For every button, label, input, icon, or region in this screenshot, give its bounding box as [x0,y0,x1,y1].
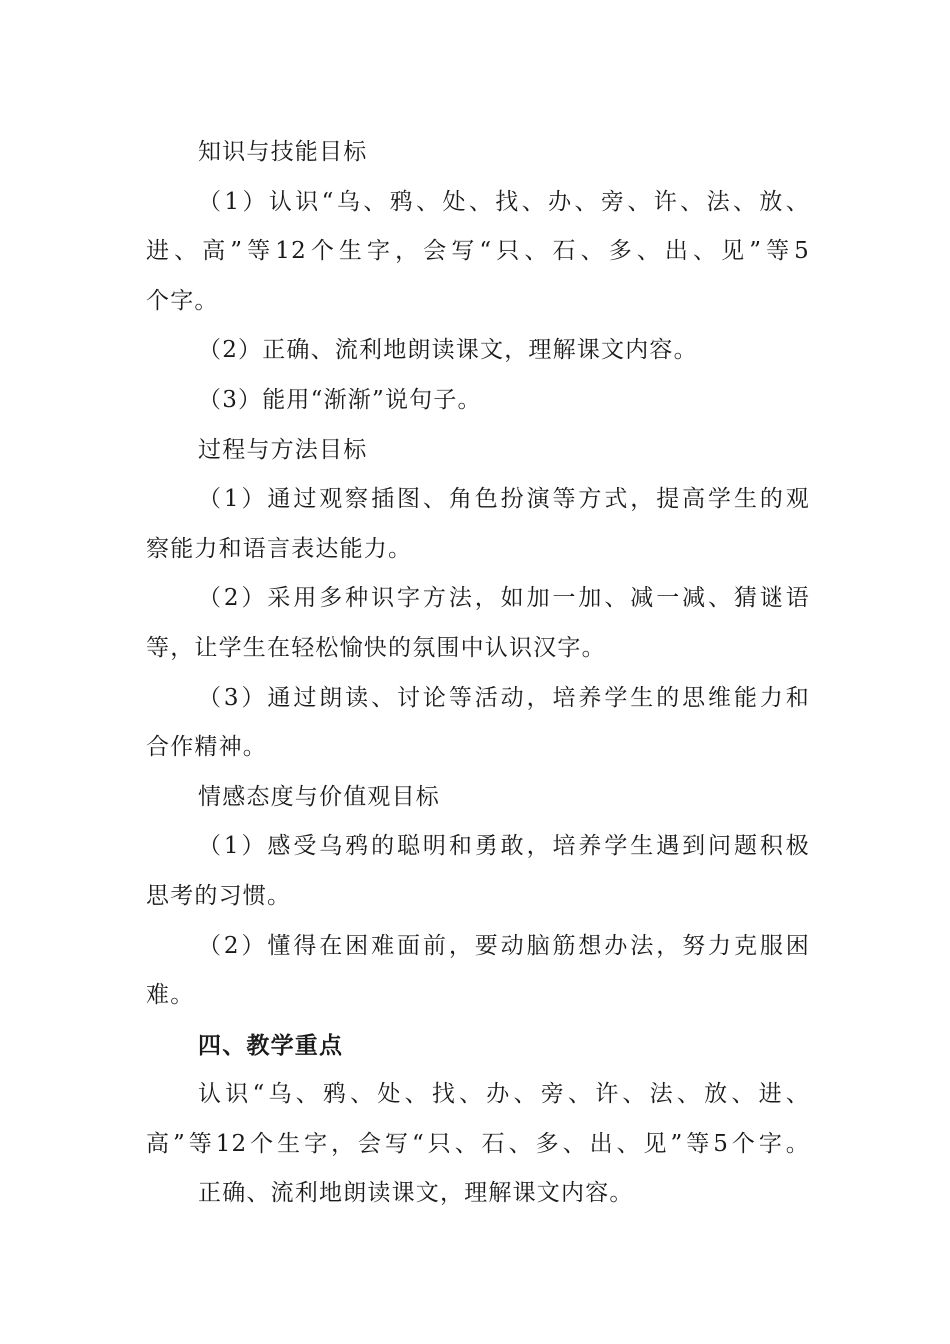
paragraph-line: 正确、流利地朗读课文，理解课文内容。 [198,1180,634,1207]
paragraph-line: 等，让学生在轻松愉快的氛围中认识汉字。 [146,634,606,661]
paragraph-line: （1）认识“乌、鸦、处、找、办、旁、许、法、放、 [198,188,810,215]
paragraph-line: 高”等12个生字，会写“只、石、多、出、见”等5个字。 [146,1130,810,1157]
paragraph-line: （2）正确、流利地朗读课文，理解课文内容。 [198,337,698,364]
paragraph-line: 进、高”等12个生字，会写“只、石、多、出、见”等5 [146,238,810,265]
paragraph-line: 难。 [146,982,195,1009]
paragraph-line: 合作精神。 [146,734,267,761]
paragraph-line: （1）感受乌鸦的聪明和勇敢，培养学生遇到问题积极 [198,833,810,860]
paragraph-line: 察能力和语言表达能力。 [146,535,413,562]
paragraph-line: 个字。 [146,287,219,314]
paragraph-line: （3）能用“渐渐”说句子。 [198,386,482,413]
paragraph-line: （2）懂得在困难面前，要动脑筋想办法，努力克服困 [198,932,810,959]
subheading-process-methods: 过程与方法目标 [198,436,368,463]
document-body [146,128,810,1219]
subheading-emotion-values: 情感态度与价值观目标 [198,783,440,810]
section-heading-teaching-focus: 四、教学重点 [198,1031,344,1059]
paragraph-line: （1）通过观察插图、角色扮演等方式，提高学生的观 [198,486,810,513]
paragraph-line: 认识“乌、鸦、处、找、办、旁、许、法、放、进、 [198,1081,810,1108]
paragraph-line: （3）通过朗读、讨论等活动，培养学生的思维能力和 [198,684,810,711]
subheading-knowledge-skills: 知识与技能目标 [198,139,368,165]
paragraph-line: （2）采用多种识字方法，如加一加、减一减、猜谜语 [198,585,810,612]
paragraph-line: 思考的习惯。 [146,882,292,909]
